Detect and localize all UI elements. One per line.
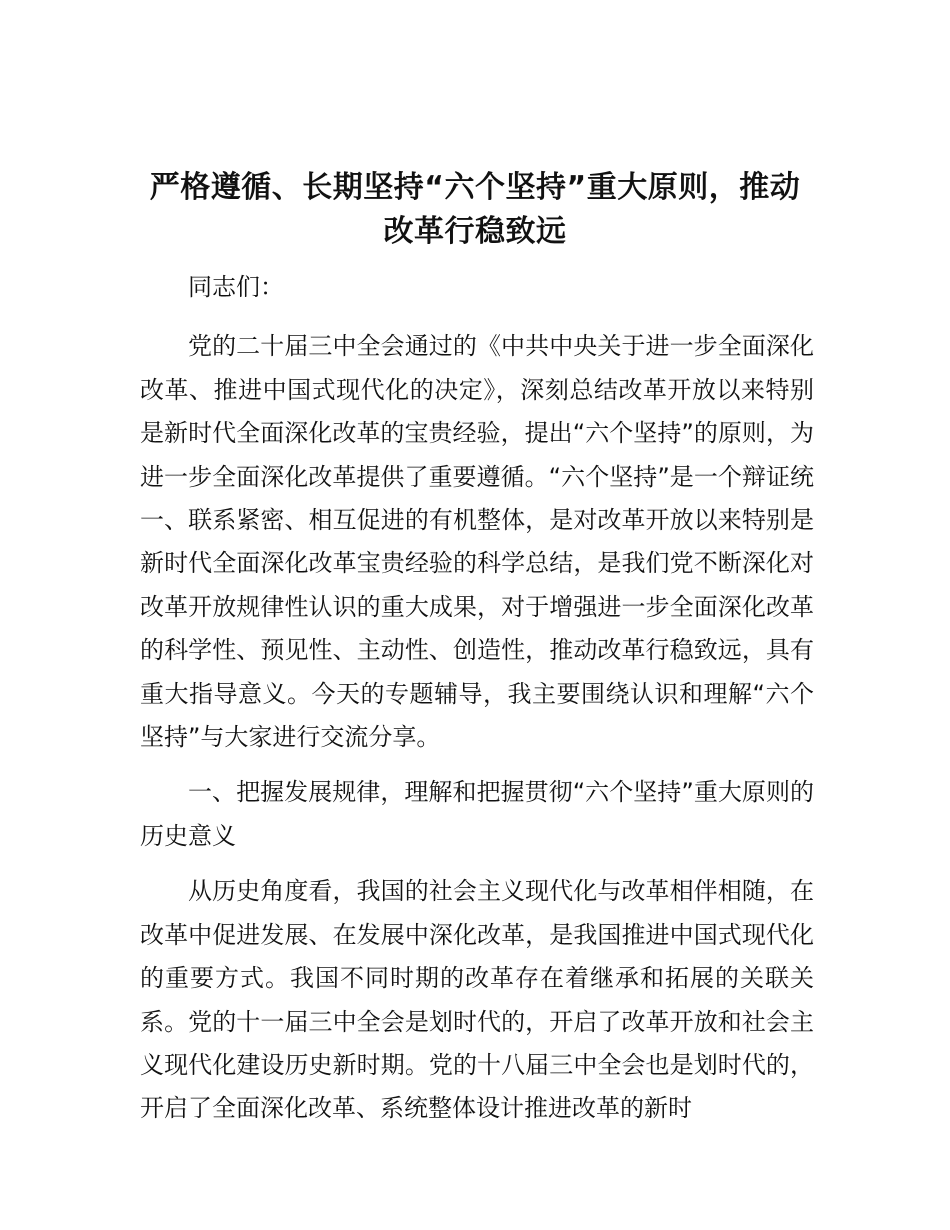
salutation: 同志们： <box>188 273 284 301</box>
paragraph-history: 从历史角度看，我国的社会主义现代化与改革相伴相随，在改革中促进发展、在发展中深化改革，是我国推进中国式现代化的重要方式。我国不同时期的改革存在着继承和拓展的关联关系。党的十一届三中全会是划时代的，开启了改革开放和社会主义现代化建设历史新时期。党的十八届三中全会也是划时代的，开启了全面深化改革、系统整体设计推进改革的新时 <box>140 877 814 1123</box>
document-title: 严格遵循、长期坚持“六个坚持”重大原则，推动改革行稳致远 <box>149 170 801 249</box>
paragraph-intro: 党的二十届三中全会通过的《中共中央关于进一步全面深化改革、推进中国式现代化的决定》，深刻总结改革开放以来特别是新时代全面深化改革的宝贵经验，提出“六个坚持”的原则，为进一步全面深化改革提供了重要遵循。“六个坚持”是一个辩证统一、联系紧密、相互促进的有机整体，是对改革开放以来特别是新时代全面深化改革宝贵经验的科学总结，是我们党不断深化对改革开放规律性认识的重大成果，对于增强进一步全面深化改革的科学性、预见性、主动性、创造性，推动改革行稳致远，具有重大指导意义。今天的专题辅导，我主要围绕认识和理解“六个坚持”与大家进行交流分享。 <box>140 332 814 752</box>
section-heading-1: 一、把握发展规律，理解和把握贯彻“六个坚持”重大原则的历史意义 <box>140 778 814 850</box>
document-body <box>140 266 814 1143</box>
